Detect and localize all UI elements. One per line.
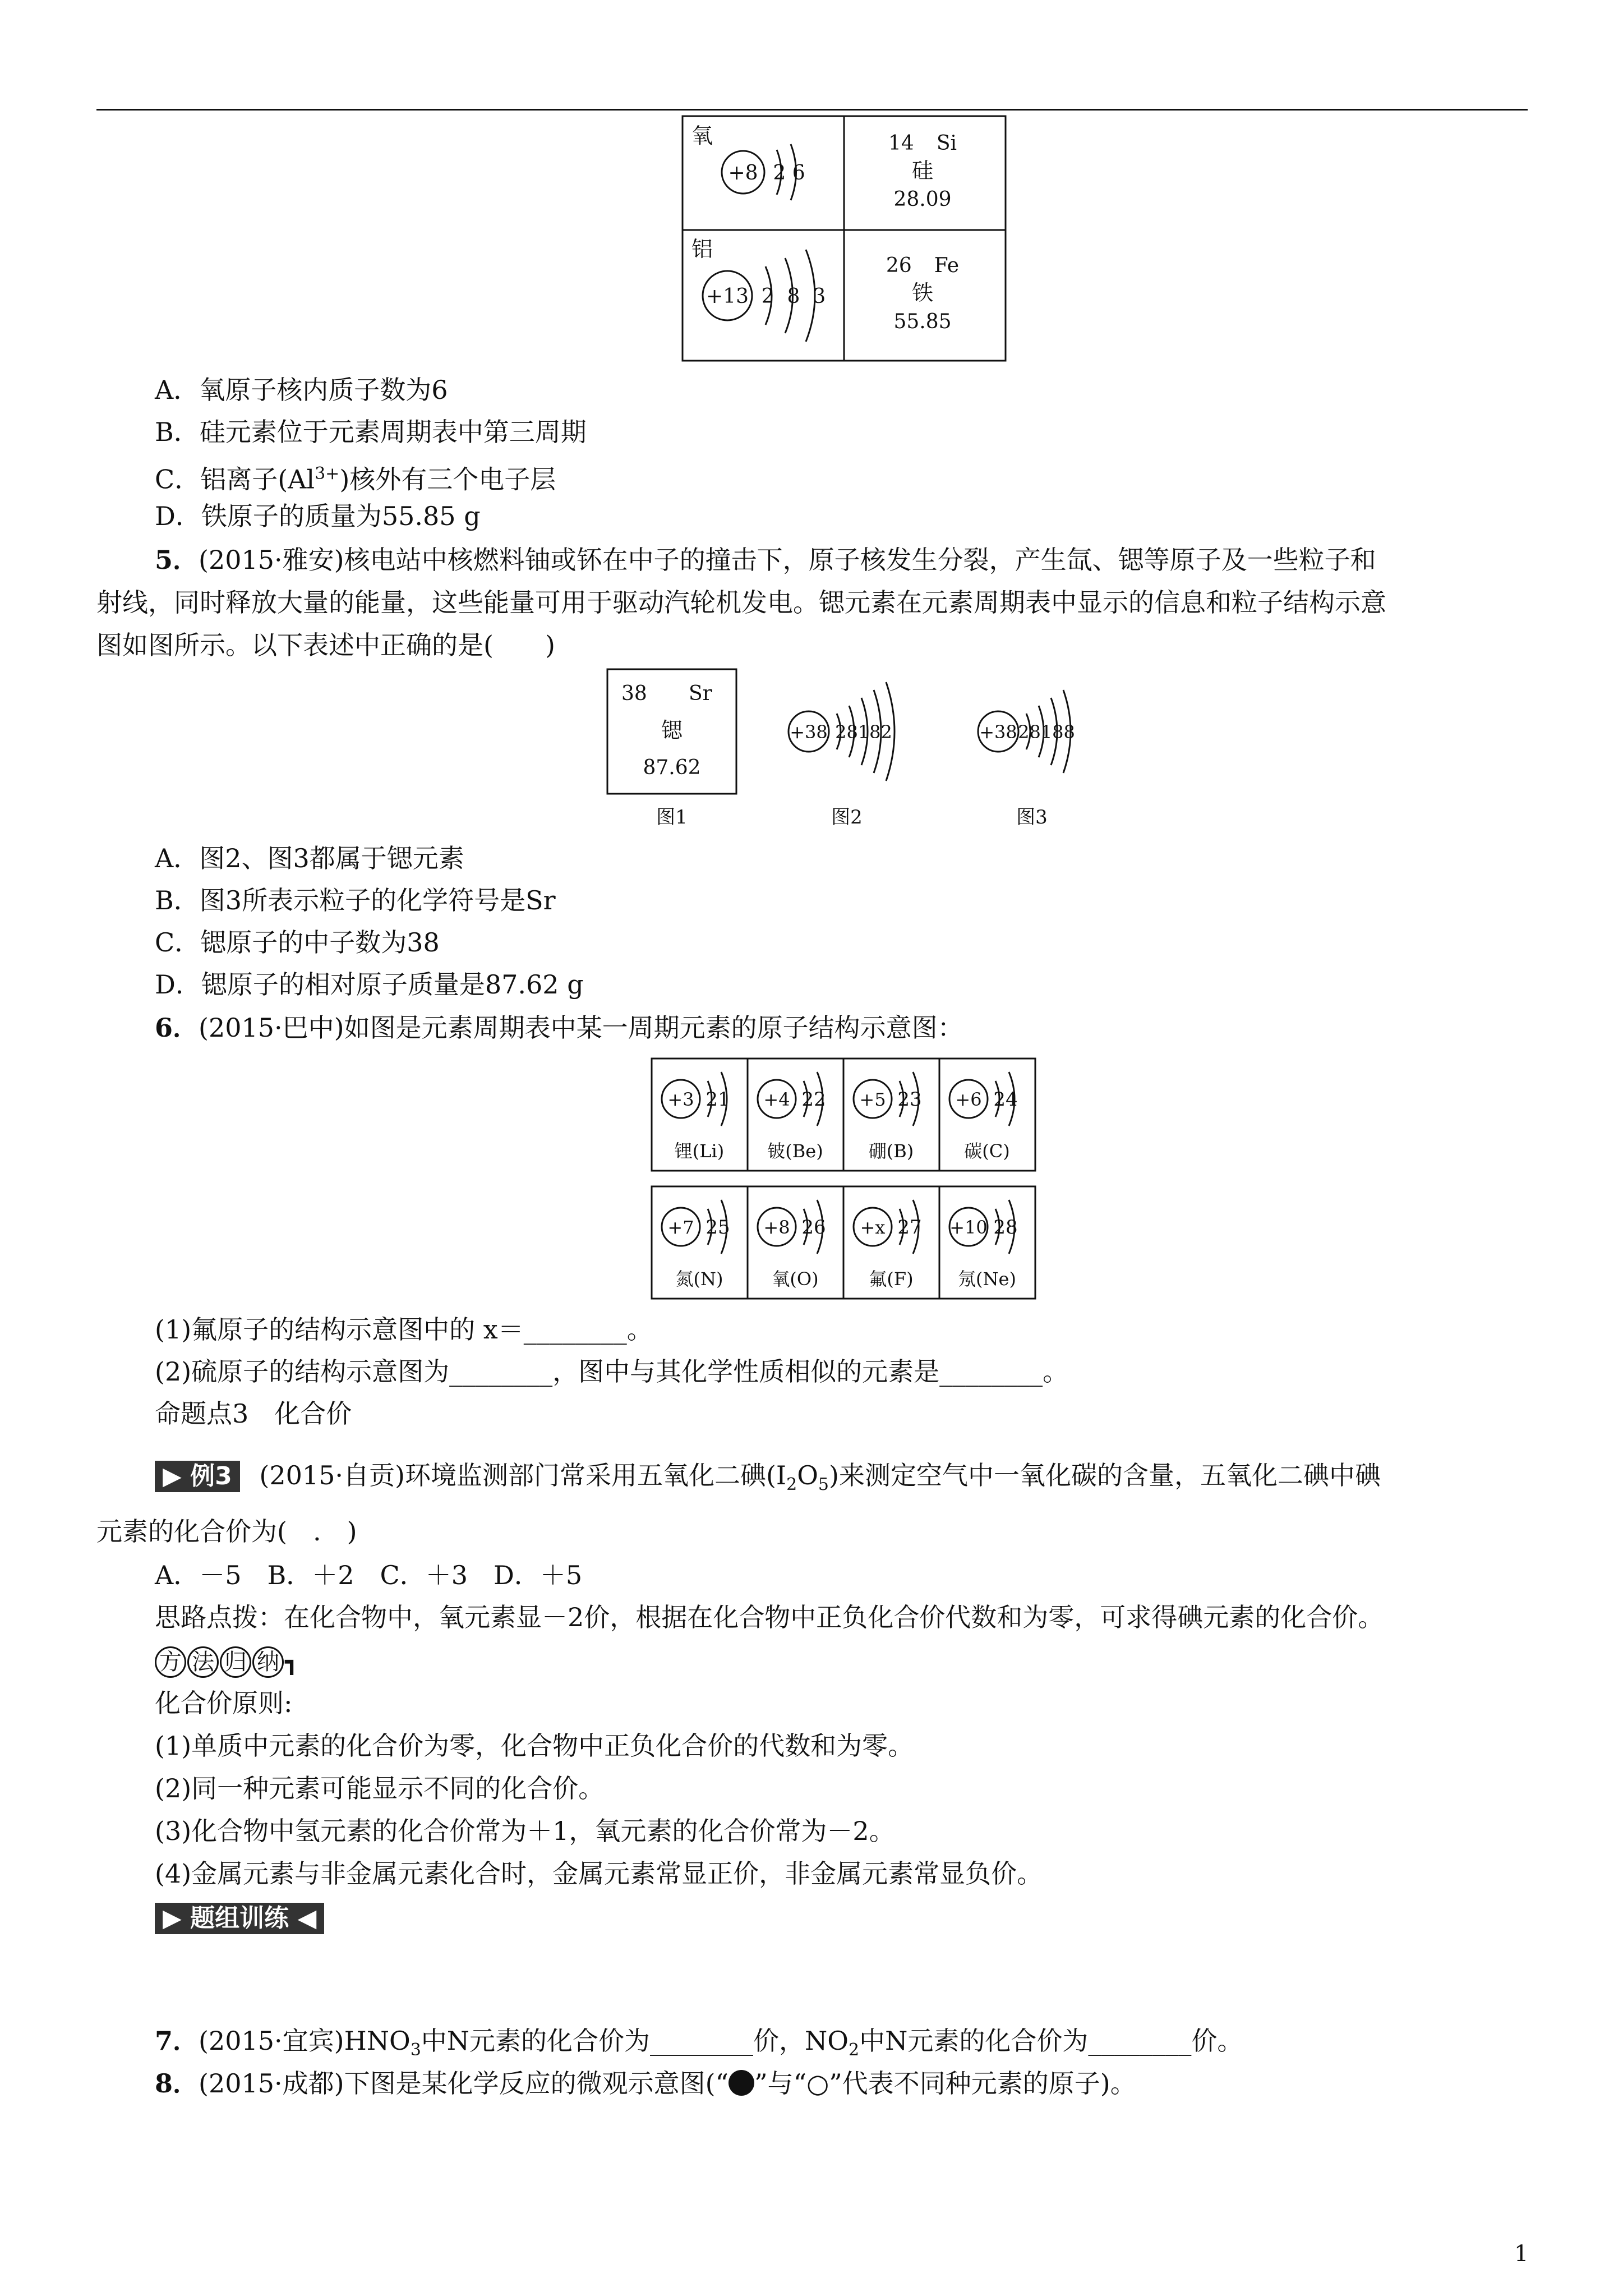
atom-cell xyxy=(949,1072,1018,1162)
figure-2-caption: 图2 xyxy=(831,806,863,829)
electron-shells: 26 xyxy=(801,1216,826,1239)
iron-mass: 55.85 xyxy=(893,310,952,333)
element-label: 碳(C) xyxy=(964,1140,1010,1162)
nucleus-charge: +4 xyxy=(763,1089,790,1110)
element-label: 硼(B) xyxy=(868,1140,914,1162)
method-rule-2: (2)同一种元素可能显示不同的化合价。 xyxy=(155,1773,605,1803)
black-atom-icon xyxy=(728,2070,754,2096)
sr-number: 38 xyxy=(621,682,647,705)
element-label: 锂(Li) xyxy=(674,1140,725,1162)
electron-shells: 25 xyxy=(706,1216,730,1239)
method-rule-4: (4)金属元素与非金属元素化合时，金属元素常显正价，非金属元素常显负价。 xyxy=(155,1858,1043,1889)
element-label: 铍(Be) xyxy=(767,1140,823,1162)
q5-line-2: 射线，同时释放大量的能量，这些能量可用于驱动汽轮机发电。锶元素在元素周期表中显示的信息和粒子结构示意 xyxy=(96,587,1386,618)
nucleus-charge: +10 xyxy=(949,1217,988,1238)
q4-option-b: B．硅元素位于元素周期表中第三周期 xyxy=(155,417,587,447)
method-title: 化合价原则: xyxy=(155,1688,293,1718)
atom-cell xyxy=(949,1200,1018,1290)
atom-cell xyxy=(854,1072,922,1162)
q6-line: 6．(2015·巴中)如图是元素周期表中某一周期元素的原子结构示意图： xyxy=(155,1013,963,1043)
training-tag: ▶ 题组训练 ◀ xyxy=(155,1901,324,1934)
q4-option-d: D．铁原子的质量为55.85 g xyxy=(155,501,481,531)
aluminum-nucleus: +13 xyxy=(706,285,749,308)
electron-shells: 28 xyxy=(993,1216,1018,1239)
element-label: 氖(Ne) xyxy=(958,1268,1016,1290)
example-3-line-2: 元素的化合价为( . ) xyxy=(96,1516,357,1547)
electron-shells: 27 xyxy=(897,1216,922,1239)
q5-line-3: 图如图所示。以下表述中正确的是( ) xyxy=(96,630,555,660)
iron-name: 铁 xyxy=(911,280,934,305)
aluminum-name: 铝 xyxy=(691,237,713,261)
silicon-mass: 28.09 xyxy=(893,188,952,211)
sr-symbol: Sr xyxy=(689,682,712,705)
sr-name: 锶 xyxy=(661,718,683,743)
strontium-figures xyxy=(606,668,1110,836)
electron-shells: 24 xyxy=(993,1088,1018,1111)
figure-3-caption: 图3 xyxy=(1016,806,1048,829)
iron-number-symbol: 26 Fe xyxy=(886,254,960,277)
oxygen-shells: 2 6 xyxy=(773,162,805,185)
q6-sub-2: (2)硫原子的结构示意图为________，图中与其化学性质相似的元素是________。 xyxy=(155,1356,1069,1387)
atom-cell xyxy=(758,1200,826,1290)
oxygen-nucleus: +8 xyxy=(728,162,758,185)
example-3-options: A．－5 B．＋2 C．＋3 D．＋5 xyxy=(155,1560,583,1590)
example-3-hint: 思路点拨：在化合物中，氧元素显－2价，根据在化合物中正负化合价代数和为零，可求得碘元素的化合价。 xyxy=(155,1602,1384,1632)
nucleus-charge: +8 xyxy=(763,1217,790,1238)
figure-1-caption: 图1 xyxy=(656,806,688,829)
example-3-tag: ▶ 例3 xyxy=(155,1461,240,1492)
atom-cell xyxy=(662,1200,730,1290)
q5-option-a: A．图2、图3都属于锶元素 xyxy=(155,843,464,873)
fig3-nucleus: +38 xyxy=(979,721,1017,743)
element-label: 氟(F) xyxy=(869,1268,914,1290)
atom-cell xyxy=(758,1072,826,1162)
q4-option-a: A．氧原子核内质子数为6 xyxy=(155,375,448,405)
oxygen-name: 氧 xyxy=(691,123,713,148)
nucleus-charge: +7 xyxy=(667,1217,694,1238)
silicon-name: 硅 xyxy=(911,158,934,183)
element-label: 氮(N) xyxy=(675,1268,723,1290)
method-rule-3: (3)化合物中氢元素的化合价常为＋1，氧元素的化合价常为－2。 xyxy=(155,1816,895,1846)
nucleus-charge: +6 xyxy=(955,1089,982,1110)
q5-line-1: 5．(2015·雅安)核电站中核燃料铀或钚在中子的撞击下，原子核发生分裂，产生氙、锶等原子及一些粒子和 xyxy=(155,545,1376,575)
atom-cell xyxy=(854,1200,922,1290)
element-table-q4 xyxy=(681,115,1007,362)
nucleus-charge: +3 xyxy=(667,1089,694,1110)
q5-option-b: B．图3所表示粒子的化学符号是Sr xyxy=(155,885,556,915)
atom-cell xyxy=(662,1072,730,1162)
method-rule-1: (1)单质中元素的化合价为零，化合物中正负化合价的代数和为零。 xyxy=(155,1731,914,1761)
electron-shells: 23 xyxy=(897,1088,922,1111)
page-number: 1 xyxy=(1514,2241,1529,2267)
method-summary-label: 方 法 归 纳 ┓ xyxy=(155,1644,298,1679)
q4-option-c: C．铝离子$(Al^{3+})$核外有三个电子层 xyxy=(155,464,556,495)
topic-3-heading: 命题点3 化合价 xyxy=(155,1398,352,1429)
electron-shells: 22 xyxy=(801,1088,826,1111)
q7-line: 7．(2015·宜宾)$HNO_3$中N元素的化合价为________价，$NO_2$中N元素的化合价为________价。 xyxy=(155,2026,1243,2060)
example-3-line-1: ▶ 例3 (2015·自贡)环境监测部门常采用五氧化二碘$(I_2O_5)$来测定空气中一氧化碳的含量，五氧化二碘中碘 xyxy=(155,1458,1381,1502)
q8-line: 8．(2015·成都)下图是某化学反应的微观示意图(“ ”与“○”代表不同种元素的原子)。 xyxy=(155,2068,1136,2099)
silicon-number-symbol: 14 Si xyxy=(888,132,957,155)
nucleus-charge: +x xyxy=(860,1217,886,1238)
sr-mass: 87.62 xyxy=(643,756,701,779)
header-rule xyxy=(96,109,1528,111)
aluminum-shells: 2 8 3 xyxy=(761,285,826,308)
q5-option-d: D．锶原子的相对原子质量是87.62 g xyxy=(155,969,584,1000)
fig3-shells: 28188 xyxy=(1018,721,1075,743)
element-label: 氧(O) xyxy=(772,1268,819,1290)
electron-shells: 21 xyxy=(706,1088,730,1111)
fig2-nucleus: +38 xyxy=(790,721,828,743)
period-2-atom-diagrams xyxy=(651,1057,1038,1304)
q6-sub-1: (1)氟原子的结构示意图中的 x＝________。 xyxy=(155,1314,653,1345)
fig2-shells: 28182 xyxy=(835,721,892,743)
nucleus-charge: +5 xyxy=(859,1089,886,1110)
q5-option-c: C．锶原子的中子数为38 xyxy=(155,927,440,958)
